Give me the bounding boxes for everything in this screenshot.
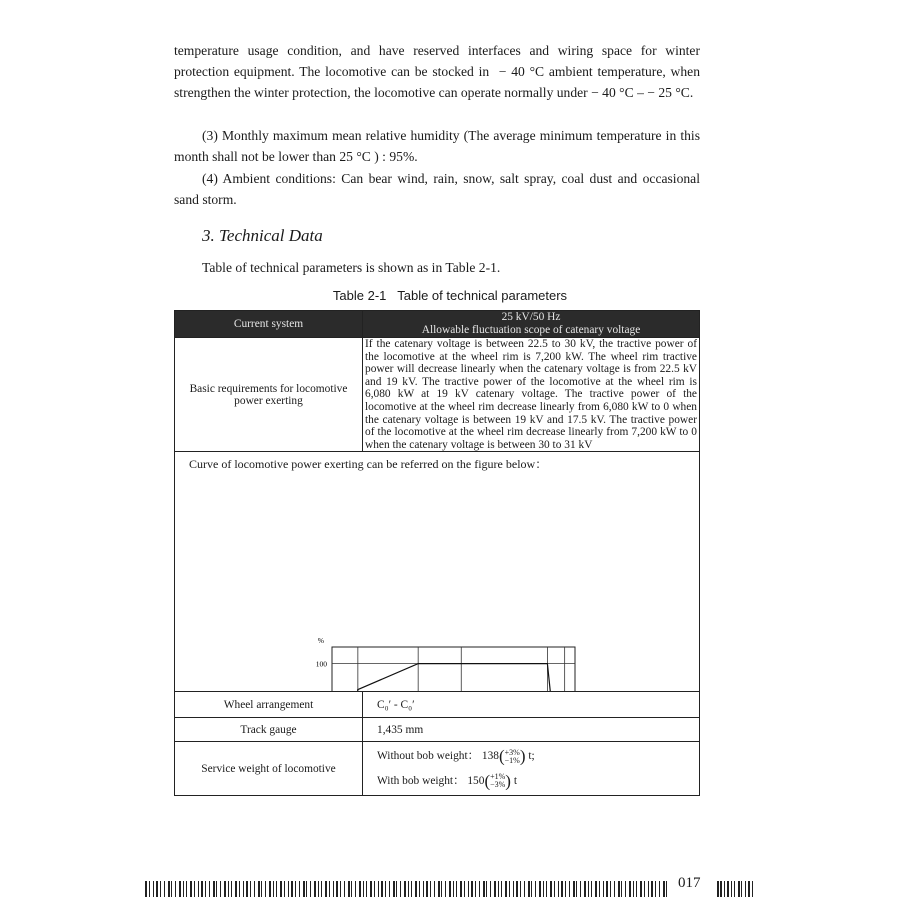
paren-open: (	[484, 771, 491, 791]
barcode-bar	[355, 881, 356, 897]
barcode-bar	[224, 881, 226, 897]
barcode-bar	[291, 881, 293, 897]
barcode-bar	[359, 881, 361, 897]
weight-without-bob	[377, 744, 699, 768]
barcode-bar	[366, 881, 367, 897]
track-gauge-value: 1,435 mm	[363, 718, 700, 742]
barcode-bar	[381, 881, 383, 897]
barcode-bar	[498, 881, 499, 897]
barcode-bar	[198, 881, 199, 897]
barcode-bar	[501, 881, 502, 897]
barcode-bar	[389, 881, 390, 897]
body-paragraph-1: temperature usage condition, and have reserved interfaces and wiring space for winter protection equipment. The locomotive can be stocked in − 40 °C ambient temperature, when strengthen the winter protection, the locomotive can operate normally under − 40 °C – − 25 °C.	[174, 43, 700, 100]
barcode-bar	[648, 881, 649, 897]
barcode-decoration-right	[717, 881, 755, 897]
barcode-bar	[603, 881, 604, 897]
barcode-bar	[400, 881, 401, 897]
tolerance-fraction	[490, 773, 505, 789]
power-curve-chart	[175, 452, 699, 691]
header-current-system: Current system	[175, 311, 363, 338]
barcode-bar	[576, 881, 577, 897]
table-row	[175, 742, 700, 796]
barcode-bar	[419, 881, 420, 897]
barcode-bar	[539, 881, 541, 897]
barcode-bar	[370, 881, 372, 897]
barcode-bar	[438, 881, 440, 897]
barcode-bar	[336, 881, 338, 897]
barcode-bar	[569, 881, 570, 897]
barcode-bar	[550, 881, 552, 897]
barcode-bar	[295, 881, 296, 897]
barcode-bar	[415, 881, 417, 897]
barcode-bar	[734, 881, 735, 897]
barcode-bar	[535, 881, 536, 897]
service-weight-label: Service weight of locomotive	[175, 742, 363, 796]
barcode-bar	[156, 881, 158, 897]
barcode-bar	[250, 881, 251, 897]
paren-close: )	[505, 771, 511, 791]
barcode-bar	[239, 881, 240, 897]
barcode-bar	[659, 881, 660, 897]
barcode-decoration-left	[145, 881, 670, 897]
barcode-bar	[149, 881, 150, 897]
barcode-bar	[610, 881, 611, 897]
barcode-bar	[456, 881, 457, 897]
page-number: 017	[678, 875, 701, 891]
barcode-bar	[633, 881, 634, 897]
barcode-bar	[426, 881, 428, 897]
paren-open: (	[498, 746, 505, 766]
barcode-bar	[731, 881, 732, 897]
barcode-bar	[434, 881, 435, 897]
barcode-bar	[269, 881, 271, 897]
barcode-bar	[479, 881, 480, 897]
barcode-bar	[445, 881, 446, 897]
chart-caption: Curve of locomotive power exerting can be referred on the figure below：	[189, 457, 548, 472]
barcode-bar	[209, 881, 210, 897]
service-weight-value	[363, 742, 700, 796]
barcode-bar	[720, 881, 721, 897]
barcode-bar	[727, 881, 729, 897]
barcode-bar	[636, 881, 637, 897]
barcode-bar	[231, 881, 232, 897]
barcode-bar	[505, 881, 507, 897]
barcode-bar	[513, 881, 514, 897]
barcode-bar	[561, 881, 563, 897]
section-heading: 3. Technical Data	[202, 226, 323, 245]
tolerance-upper: +3%	[504, 747, 520, 757]
barcode-bar	[288, 881, 289, 897]
barcode-bar	[213, 881, 215, 897]
barcode-bar	[145, 881, 147, 897]
barcode-bar	[606, 881, 608, 897]
barcode-bar	[186, 881, 187, 897]
header-voltage-line1: 25 kV/50 Hz	[501, 311, 561, 323]
y-unit-label: %	[317, 636, 324, 646]
y-tick-label: 100	[315, 659, 327, 669]
tolerance-upper: +1%	[490, 772, 506, 782]
power-requirements-text: If the catenary voltage is between 22.5 to 30 kV, the tractive power of the locomotive at the wheel rim is 7,200 kW. The wheel rim tractive power will decrease linearly when the catenary voltage is from 22.5 kV and 19 kV. The tractive power of the locomotive at the wheel rim is 6,080 kW at 19 kV catenary voltage. The tractive power of the locomotive at the wheel rim decrease linearly from 6,080 kW to 0 when the catenary voltage is between 19 kV and 17.5 kV. The tractive power of the locomotive at the wheel rim decrease linearly from 7,200 kW to 0 when the catenary voltage is between 30 to 31 kV	[363, 338, 700, 452]
barcode-bar	[220, 881, 221, 897]
barcode-bar	[201, 881, 203, 897]
section-intro: Table of technical parameters is shown as in Table 2-1.	[202, 260, 501, 275]
barcode-bar	[160, 881, 161, 897]
barcode-bar	[471, 881, 473, 897]
barcode-bar	[524, 881, 525, 897]
barcode-bar	[258, 881, 260, 897]
barcode-bar	[441, 881, 442, 897]
barcode-bar	[745, 881, 746, 897]
power-curve-point	[357, 689, 358, 690]
barcode-bar	[573, 881, 575, 897]
barcode-bar	[385, 881, 386, 897]
barcode-bar	[494, 881, 496, 897]
tolerance-fraction	[505, 749, 520, 765]
barcode-bar	[595, 881, 597, 897]
barcode-bar	[333, 881, 334, 897]
barcode-bar	[321, 881, 322, 897]
barcode-bar	[408, 881, 409, 897]
barcode-bar	[629, 881, 631, 897]
chart-cell	[175, 452, 700, 692]
barcode-bar	[618, 881, 620, 897]
barcode-bar	[190, 881, 192, 897]
paren-close: )	[519, 746, 526, 766]
barcode-bar	[565, 881, 566, 897]
header-voltage	[363, 311, 700, 338]
barcode-bar	[314, 881, 316, 897]
power-curve-point	[418, 663, 419, 664]
wheel-arrangement-label: Wheel arrangement	[175, 692, 363, 718]
barcode-bar	[396, 881, 397, 897]
barcode-bar	[261, 881, 262, 897]
barcode-bar	[486, 881, 487, 897]
barcode-bar	[625, 881, 626, 897]
barcode-bar	[299, 881, 300, 897]
barcode-bar	[531, 881, 532, 897]
barcode-bar	[374, 881, 375, 897]
weight-without-bob-text: Without bob weight： 138	[377, 750, 499, 763]
power-requirements-label: Basic requirements for locomotive power exerting	[175, 338, 363, 452]
barcode-bar	[475, 881, 476, 897]
barcode-bar	[460, 881, 462, 897]
body-paragraph-2: (3) Monthly maximum mean relative humidity (The average minimum temperature in this month shall not be lower than 25 °C ) : 95%.	[174, 128, 700, 164]
barcode-bar	[546, 881, 547, 897]
weight-without-bob-unit: t;	[528, 750, 535, 763]
table-header-row	[175, 311, 700, 338]
table-caption: Table 2-1 Table of technical parameters	[332, 288, 568, 303]
power-curve-point	[547, 663, 548, 664]
barcode-bar	[310, 881, 311, 897]
barcode-bar	[483, 881, 485, 897]
weight-with-bob-unit: t	[513, 774, 517, 787]
barcode-bar	[666, 881, 667, 897]
barcode-bar	[599, 881, 600, 897]
barcode-bar	[738, 881, 740, 897]
barcode-bar	[235, 881, 237, 897]
barcode-bar	[340, 881, 341, 897]
page-footer	[145, 873, 755, 899]
barcode-bar	[464, 881, 465, 897]
table-row	[175, 718, 700, 742]
header-voltage-line2: Allowable fluctuation scope of catenary voltage	[421, 324, 641, 336]
barcode-bar	[276, 881, 277, 897]
barcode-bar	[216, 881, 217, 897]
barcode-bar	[265, 881, 266, 897]
barcode-bar	[490, 881, 491, 897]
barcode-bar	[516, 881, 518, 897]
barcode-bar	[520, 881, 521, 897]
barcode-bar	[588, 881, 589, 897]
barcode-bar	[325, 881, 327, 897]
barcode-bar	[591, 881, 592, 897]
weight-with-bob	[377, 769, 699, 793]
barcode-bar	[183, 881, 184, 897]
barcode-bar	[554, 881, 555, 897]
barcode-bar	[614, 881, 615, 897]
barcode-bar	[393, 881, 395, 897]
barcode-bar	[640, 881, 642, 897]
track-gauge-label: Track gauge	[175, 718, 363, 742]
table-row	[175, 692, 700, 718]
barcode-bar	[449, 881, 451, 897]
barcode-bar	[644, 881, 645, 897]
table-row	[175, 338, 700, 452]
wheel-arrangement-value: C₀′ - C₀′	[363, 692, 700, 718]
barcode-bar	[273, 881, 274, 897]
barcode-bar	[284, 881, 285, 897]
barcode-bar	[254, 881, 255, 897]
barcode-bar	[528, 881, 530, 897]
barcode-bar	[404, 881, 406, 897]
barcode-bar	[348, 881, 350, 897]
barcode-bar	[543, 881, 544, 897]
barcode-bar	[344, 881, 345, 897]
tolerance-lower: −1%	[504, 755, 520, 765]
barcode-bar	[663, 881, 665, 897]
barcode-bar	[280, 881, 282, 897]
barcode-bar	[423, 881, 424, 897]
barcode-bar	[741, 881, 742, 897]
barcode-bar	[168, 881, 170, 897]
barcode-bar	[621, 881, 622, 897]
barcode-bar	[303, 881, 305, 897]
weight-with-bob-text: With bob weight： 150	[377, 774, 485, 787]
barcode-bar	[205, 881, 206, 897]
barcode-bar	[509, 881, 510, 897]
barcode-bar	[329, 881, 330, 897]
barcode-bar	[351, 881, 352, 897]
power-curve-line	[332, 664, 565, 691]
barcode-bar	[717, 881, 719, 897]
barcode-bar	[584, 881, 586, 897]
barcode-bar	[580, 881, 581, 897]
barcode-bar	[748, 881, 750, 897]
barcode-bar	[468, 881, 469, 897]
barcode-bar	[430, 881, 431, 897]
barcode-bar	[194, 881, 195, 897]
barcode-bar	[175, 881, 176, 897]
barcode-bar	[243, 881, 244, 897]
tolerance-lower: −3%	[490, 780, 506, 790]
barcode-bar	[363, 881, 364, 897]
table-row	[175, 452, 700, 692]
barcode-bar	[318, 881, 319, 897]
barcode-bar	[752, 881, 753, 897]
barcode-bar	[179, 881, 181, 897]
barcode-bar	[453, 881, 454, 897]
barcode-bar	[411, 881, 412, 897]
barcode-bar	[171, 881, 172, 897]
barcode-bar	[724, 881, 725, 897]
barcode-bar	[164, 881, 165, 897]
technical-parameters-table	[174, 310, 700, 796]
body-paragraph-3: (4) Ambient conditions: Can bear wind, rain, snow, salt spray, coal dust and occasional sand storm.	[174, 171, 700, 207]
barcode-bar	[306, 881, 307, 897]
barcode-bar	[655, 881, 656, 897]
barcode-bar	[558, 881, 559, 897]
barcode-bar	[228, 881, 229, 897]
barcode-bar	[378, 881, 379, 897]
barcode-bar	[153, 881, 154, 897]
barcode-bar	[246, 881, 248, 897]
barcode-bar	[651, 881, 653, 897]
